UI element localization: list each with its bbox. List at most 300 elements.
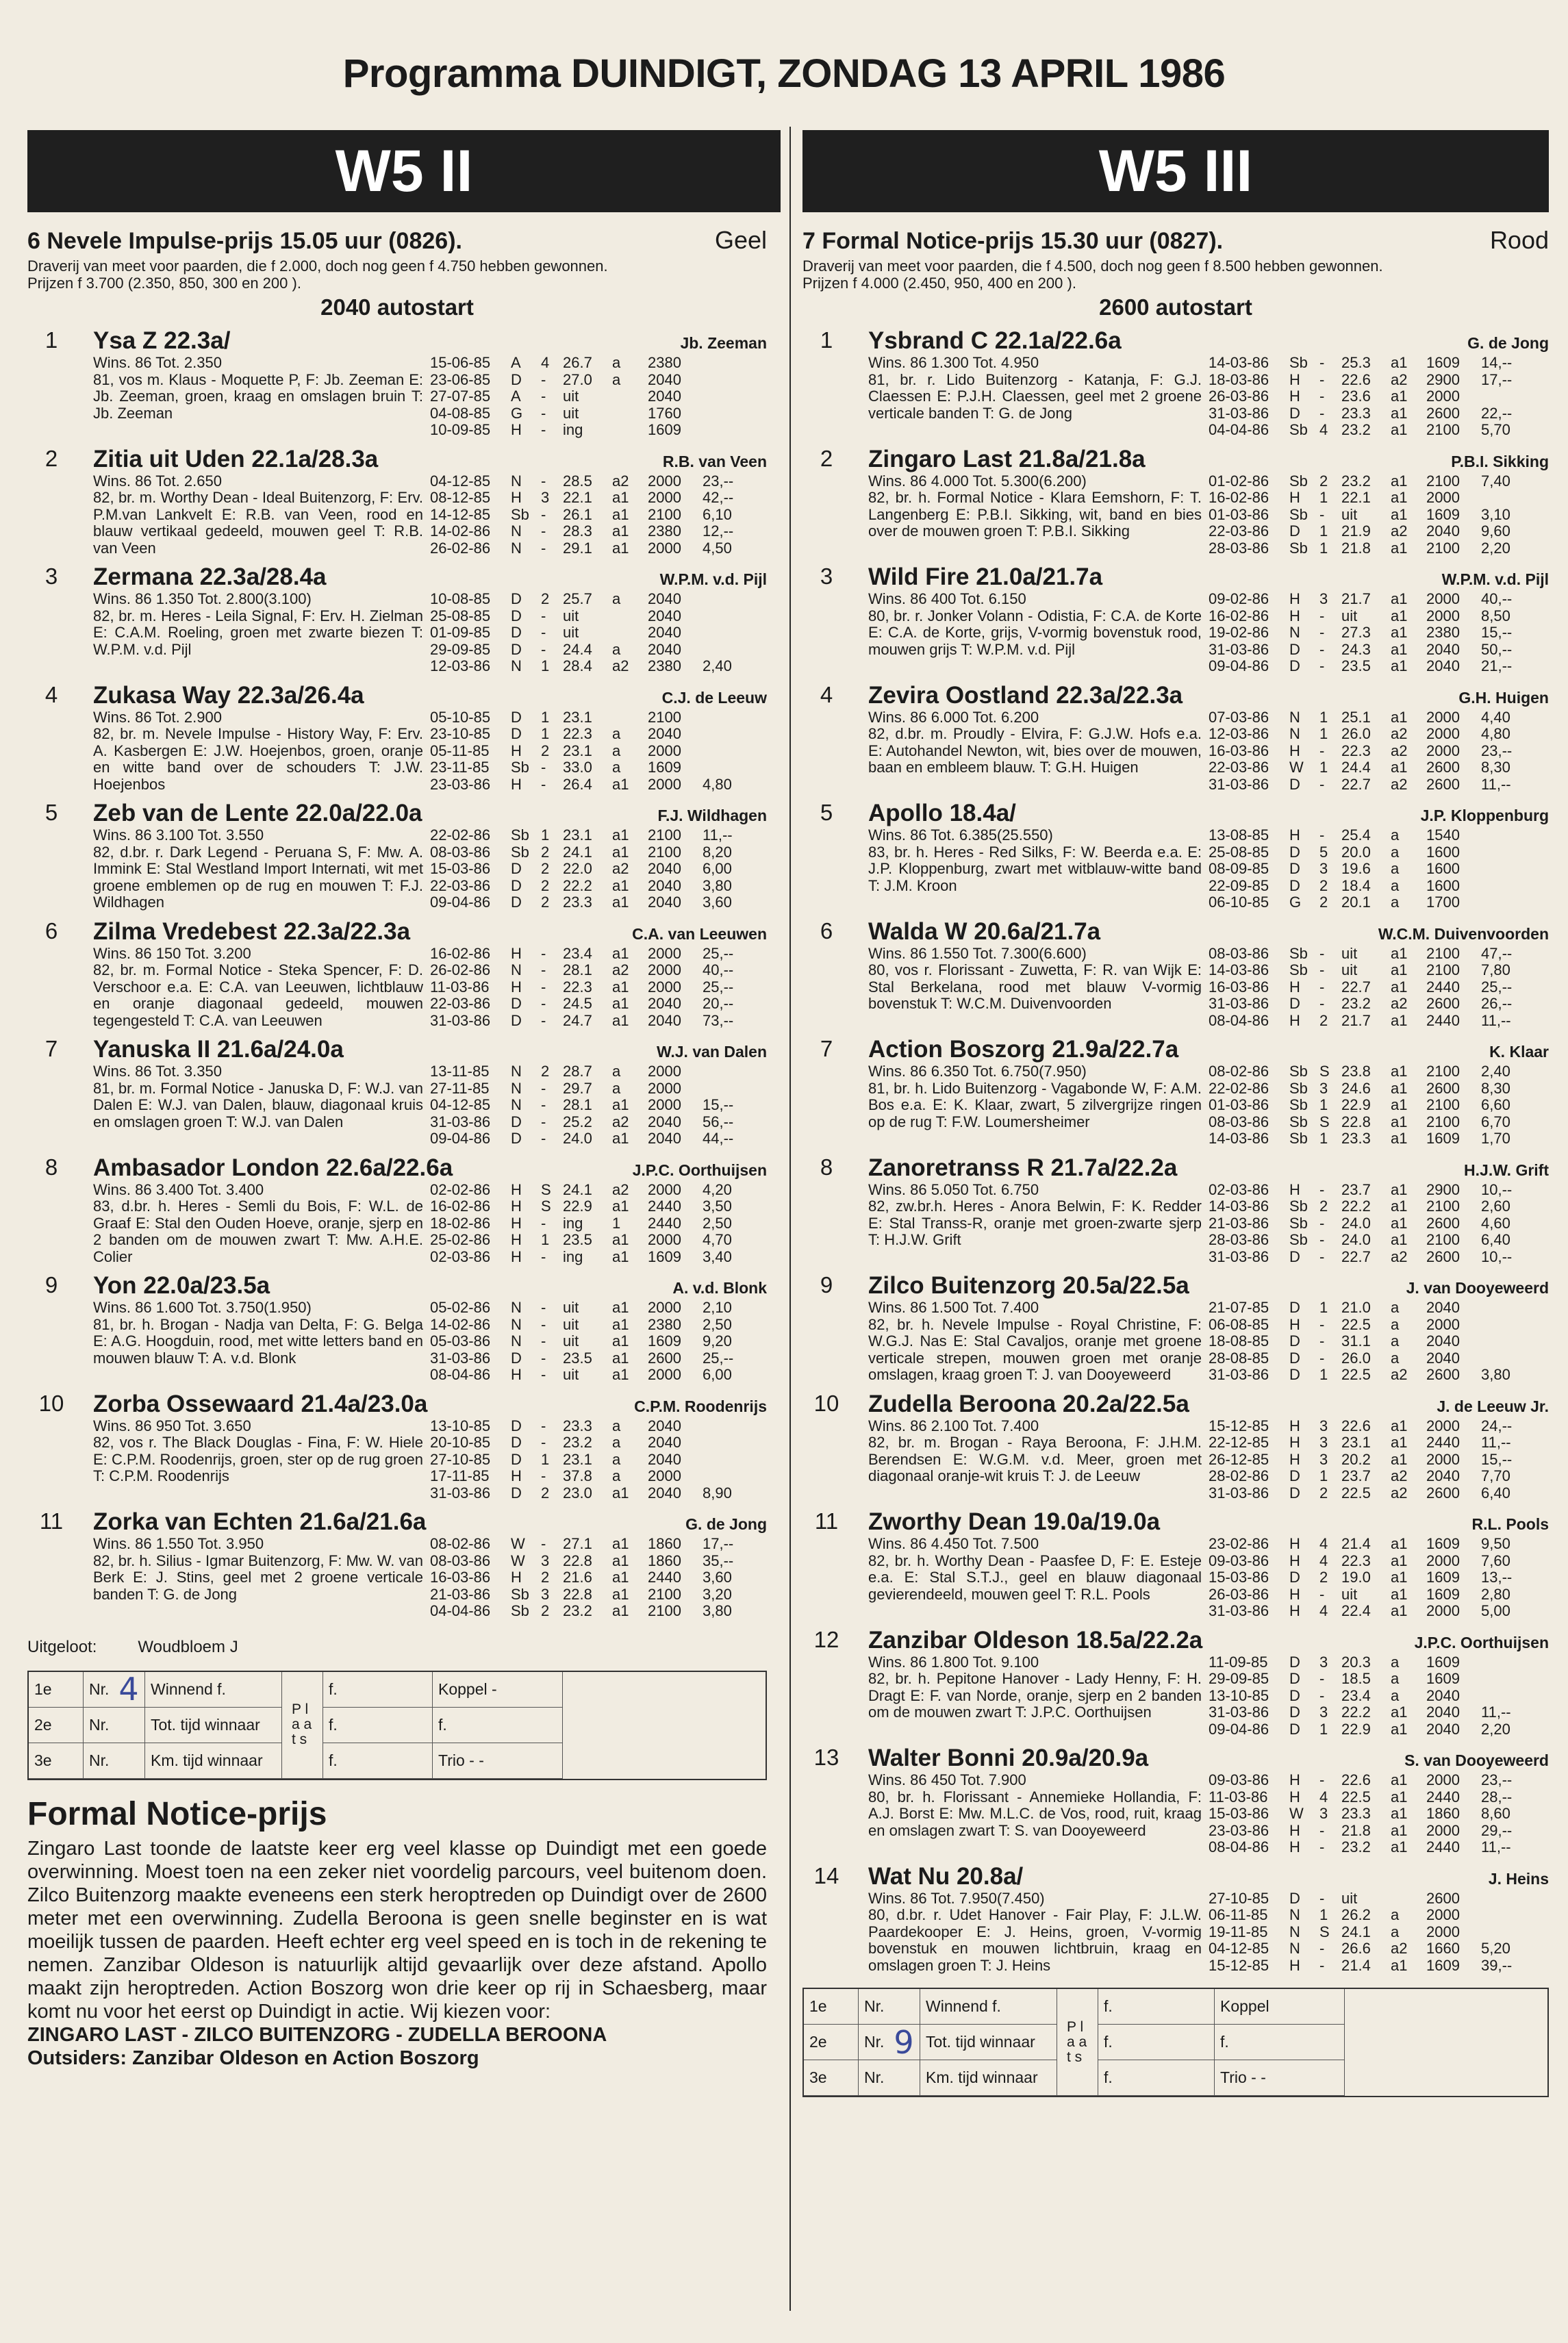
horse-description: Wins. 86 6.000 Tot. 6.200 82, d.br. m. Proudly - Elvira, F: G.J.W. Hofs e.a. E: Autohandel Newton, wit, bies over de mouwen, baan en embleem blauw. T: G.H. Huigen [868,708,1202,776]
entry-body [868,591,1549,675]
race-prizes: Prijzen f 3.700 (2.350, 850, 300 en 200 ). [27,275,301,292]
race-entry [27,682,767,794]
result-row: 29-09-85 D - 18.5 a 1609 [1209,1670,1460,1687]
nr-label: Nr. [84,1743,145,1779]
horse-description: Wins. 86 400 Tot. 6.150 80, br. r. Jonker Volann - Odistia, F: C.A. de Korte E: C.A. de Korte, grijs, V-vormig bovenstuk rood, mouwen grijs T: W.P.M. v.d. Pijl [868,590,1202,658]
entry-header [93,446,767,473]
result-row: 26-02-86 N - 28.1 a2 2000 40,-- [430,961,734,978]
result-row: 31-03-86 D - 23.2 a2 2600 26,-- [1209,995,1513,1012]
entry-number: 7 [820,1036,833,1061]
race-entry [27,1508,767,1620]
entry-header [93,1391,767,1418]
result-row: 04-12-85 N - 28.1 a1 2000 15,-- [430,1096,734,1113]
result-row: 23-11-85 Sb - 33.0 a 1609 [430,759,681,776]
entry-number: 14 [813,1862,839,1888]
horse-description: Wins. 86 450 Tot. 7.900 80, br. h. Florissant - Annemieke Hollandia, F: A.J. Borst E: Mw. M.L.C. de Vos, rood, ruit, kraag en omslagen zwart T: S. van Dooyeweerd [868,1771,1202,1839]
race-entry [802,1391,1549,1502]
result-row: 09-04-86 D 2 23.3 a1 2040 3,60 [430,894,732,911]
entry-body [868,827,1549,911]
winnend-label: Winnend f. [920,1989,1057,2025]
entry-header [93,1508,767,1536]
results-list [430,1300,767,1384]
result-row: 20-10-85 D - 23.2 a 2040 [430,1434,681,1451]
result-row: 22-03-86 W 1 24.4 a1 2600 8,30 [1209,759,1510,776]
trainer-name: J.P. Kloppenburg [1420,807,1549,824]
entry-body [93,709,767,794]
entry-body [93,355,767,439]
trainer-name: S. van Dooyeweerd [1404,1751,1549,1769]
race-color: Geel [714,226,767,254]
horse-description: Wins. 86 5.050 Tot. 6.750 82, zw.br.h. Heres - Anora Belwin, F: K. Redder E: Stal Transs-R, oranje met groen-zwarte sjerp T: H.J.W. Grift [868,1180,1202,1248]
results-list [430,827,767,911]
result-row: 09-03-86 H 4 22.3 a1 2000 7,60 [1209,1552,1510,1569]
entry-list-left [27,327,767,1620]
banner-right: W5 III [802,130,1549,212]
entry-body [868,1182,1549,1266]
entry-header [93,1154,767,1182]
results-list [430,1536,767,1620]
result-row: 16-03-86 H - 22.3 a2 2000 23,-- [1209,742,1513,759]
result-row: 27-07-85 A - uit 2040 [430,388,681,405]
result-row: 09-02-86 H 3 21.7 a1 2000 40,-- [1209,590,1513,607]
horse-name: Ysbrand C 22.1a/22.6a [868,327,1122,354]
race-entry [27,446,767,557]
result-row: 04-04-86 Sb 2 23.2 a1 2100 3,80 [430,1602,732,1619]
horse-description: Wins. 86 150 Tot. 3.200 82, br. m. Formal Notice - Steka Spencer, F: D. Verschoor e.a. E: C.A. van Leeuwen, lichtblauw en oranje diagonaal gedeeld, mouwen tegengesteld T: C.A. van Leeuwen [93,944,423,1029]
race-entry [27,1391,767,1502]
plaats-label: P l a a t s [1057,1989,1098,2096]
trainer-name: J.P.C. Oorthuijsen [1414,1633,1549,1651]
entry-header [868,563,1549,591]
result-row: 18-02-86 H - ing 1 2440 2,50 [430,1214,732,1232]
result-row: 04-12-85 N - 26.6 a2 1660 5,20 [1209,1940,1510,1957]
result-row: 11-03-86 H 4 22.5 a1 2440 28,-- [1209,1788,1513,1806]
race-entry [802,1508,1549,1620]
horse-name: Zudella Beroona 20.2a/22.5a [868,1390,1189,1417]
place-label: 1e [804,1989,859,2025]
race-entry [27,800,767,911]
horse-name: Zilma Vredebest 22.3a/22.3a [93,917,411,945]
result-row: 28-03-86 Sb 1 21.8 a1 2100 2,20 [1209,539,1510,557]
result-row: 16-02-86 H - uit a1 2000 8,50 [1209,607,1510,624]
result-row: 09-04-86 D - 24.0 a1 2040 44,-- [430,1130,734,1147]
horse-name: Wat Nu 20.8a/ [868,1862,1024,1890]
result-row: 16-03-86 H 2 21.6 a1 2440 3,60 [430,1569,732,1586]
trio-label: Trio - - [1215,2060,1345,2096]
race-header [27,226,767,255]
result-row: 23-03-86 H - 26.4 a1 2000 4,80 [430,775,732,793]
race-prizes: Prijzen f 4.000 (2.450, 950, 400 en 200 ). [802,275,1076,292]
entry-body [93,1182,767,1266]
result-row: 29-09-85 D - 24.4 a 2040 [430,640,681,658]
race-entry [27,918,767,1030]
result-row: 31-03-86 D 2 23.0 a1 2040 8,90 [430,1484,732,1502]
race-entry [27,1272,767,1384]
result-row: 08-03-86 Sb S 22.8 a1 2100 6,70 [1209,1113,1510,1130]
commentary-outsiders: Outsiders: Zanzibar Oldeson en Action Boszorg [27,2047,479,2069]
result-row: 15-12-85 H - 21.4 a1 1609 39,-- [1209,1956,1513,1974]
race-entry [802,800,1549,911]
result-row: 22-12-85 H 3 23.1 a1 2440 11,-- [1209,1434,1511,1451]
result-row: 21-03-86 Sb - 24.0 a1 2600 4,60 [1209,1214,1510,1232]
race-entry [802,918,1549,1030]
result-row: 08-09-85 D 3 19.6 a 1600 [1209,860,1460,877]
f-label: f. [323,1743,433,1779]
result-row: 31-03-86 D - 23.5 a1 2600 25,-- [430,1349,734,1367]
result-row: 08-02-86 W - 27.1 a1 1860 17,-- [430,1535,734,1552]
f-label: f. [433,1708,563,1743]
result-row: 15-03-86 W 3 23.3 a1 1860 8,60 [1209,1805,1510,1822]
trainer-name: R.B. van Veen [662,452,767,470]
horse-name: Zermana 22.3a/28.4a [93,563,327,590]
result-row: 25-08-85 D 5 20.0 a 1600 [1209,843,1460,861]
entry-body [868,1536,1549,1620]
horse-name: Ambasador London 22.6a/22.6a [93,1154,453,1181]
results-list [1209,1772,1549,1856]
result-row: 01-09-85 D - uit 2040 [430,624,681,641]
trainer-name: C.A. van Leeuwen [632,924,767,943]
result-row: 08-04-86 H 2 21.7 a1 2440 11,-- [1209,1011,1511,1029]
results-list [1209,1890,1549,1975]
result-row: 02-02-86 H S 24.1 a2 2000 4,20 [430,1180,732,1198]
result-row: 14-03-86 Sb 2 22.2 a1 2100 2,60 [1209,1198,1510,1215]
entry-header [868,682,1549,709]
entry-number: 4 [820,681,833,707]
entry-header [868,1154,1549,1182]
result-row: 10-09-85 H - ing 1609 [430,421,681,438]
f-label: f. [323,1672,433,1708]
race-entry [802,1154,1549,1266]
result-row: 31-03-86 D 1 22.5 a2 2600 3,80 [1209,1366,1510,1383]
entry-number: 10 [813,1390,839,1416]
trainer-name: K. Klaar [1489,1043,1549,1061]
koppel-label: Koppel - [433,1672,563,1708]
result-row: 31-03-86 H 4 22.4 a1 2000 5,00 [1209,1602,1510,1619]
horse-description: Wins. 86 3.400 Tot. 3.400 83, d.br. h. Heres - Semli du Bois, F: W.L. de Graaf E: Stal den Ouden Hoeve, oranje, sjerp en 2 banden om de mouwen zwart T: Mw. A.H.E. Colier [93,1180,423,1265]
result-row: 25-08-85 D - uit 2040 [430,607,681,624]
trainer-name: P.B.I. Sikking [1451,452,1549,470]
result-row: 28-03-86 Sb - 24.0 a1 2100 6,40 [1209,1231,1510,1248]
horse-name: Yon 22.0a/23.5a [93,1272,270,1299]
result-row: 31-03-86 D - 25.2 a2 2040 56,-- [430,1113,734,1130]
place-label: 3e [804,2060,859,2096]
tottijd-label: Tot. tijd winnaar [920,2025,1057,2060]
entry-body [868,1772,1549,1856]
entry-number: 6 [820,917,833,943]
entry-number: 11 [814,1508,839,1534]
entry-body [93,591,767,675]
horse-name: Zorka van Echten 21.6a/21.6a [93,1508,427,1535]
result-row: 23-06-85 D - 27.0 a 2040 [430,370,681,388]
trainer-name: W.P.M. v.d. Pijl [1441,570,1549,588]
horse-name: Zevira Oostland 22.3a/22.3a [868,681,1183,709]
results-list [1209,1418,1549,1502]
result-row: 08-03-86 W 3 22.8 a1 1860 35,-- [430,1552,734,1569]
result-row: 14-12-85 Sb - 26.1 a1 2100 6,10 [430,505,732,523]
result-row: 09-04-86 D - 23.5 a1 2040 21,-- [1209,657,1513,674]
page-title: Programma DUINDIGT, ZONDAG 13 APRIL 1986 [342,51,1226,96]
result-row: 04-12-85 N - 28.5 a2 2000 23,-- [430,472,734,490]
entry-body [868,1654,1549,1738]
result-row: 08-03-86 Sb 2 24.1 a1 2100 8,20 [430,843,732,861]
entry-header [93,1272,767,1300]
horse-description: Wins. 86 Tot. 7.950(7.450) 80, d.br. r. Udet Hanover - Fair Play, F: J.L.W. Paardekooper E: J. Heins, groen, V-vormig bovenstuk en mouwen lichtbruin, kraag en omslagen groen T: J. Heins [868,1889,1202,1974]
result-row: 22-03-86 D 2 22.2 a1 2040 3,80 [430,876,732,894]
horse-name: Zilco Buitenzorg 20.5a/22.5a [868,1272,1189,1299]
entry-body [868,709,1549,794]
entry-body [93,827,767,911]
result-row: 26-03-86 H - uit a1 1609 2,80 [1209,1585,1510,1603]
tottijd-label: Tot. tijd winnaar [145,1708,282,1743]
result-row: 09-04-86 D 1 22.9 a1 2040 2,20 [1209,1720,1510,1738]
place-label: 2e [804,2025,859,2060]
horse-name: Zukasa Way 22.3a/26.4a [93,681,364,709]
f-label: f. [1098,1989,1215,2025]
results-list [1209,355,1549,439]
entry-number: 3 [820,563,833,589]
horse-description: Wins. 86 1.300 Tot. 4.950 81, br. r. Lido Buitenzorg - Katanja, F: G.J. Claessen E: P.J.H. Claessen, geel met 2 groene verticale banden T: G. de Jong [868,354,1202,422]
result-table-right [802,1988,1549,2097]
result-row: 08-12-85 H 3 22.1 a1 2000 42,-- [430,489,734,506]
trainer-name: J. de Leeuw Jr. [1437,1397,1549,1415]
entry-body [93,946,767,1030]
trainer-name: G. de Jong [685,1515,767,1533]
horse-description: Wins. 86 Tot. 2.900 82, br. m. Nevele Impulse - History Way, F: Erv. A. Kasbergen E: J.W. Hoejenbos, groen, oranje en witte band over de schouders T: J.W. Hoejenbos [93,708,423,793]
results-list [1209,1536,1549,1620]
entry-number: 1 [820,327,833,353]
result-table-left [27,1671,767,1780]
results-list [430,1182,767,1266]
race-header [802,226,1549,255]
result-row: 04-04-86 Sb 4 23.2 a1 2100 5,70 [1209,421,1510,438]
place-label: 3e [29,1743,84,1779]
result-row: 31-03-86 D 3 22.2 a1 2040 11,-- [1209,1704,1511,1721]
entry-body [868,1418,1549,1502]
result-row: 18-03-86 H - 22.6 a2 2900 17,-- [1209,370,1513,388]
result-row: 13-11-85 N 2 28.7 a 2000 [430,1063,681,1080]
entry-header [93,563,767,591]
result-row: 08-02-86 Sb S 23.8 a1 2100 2,40 [1209,1063,1510,1080]
handwritten-number: 4 [118,1671,139,1708]
entry-body [93,1418,767,1502]
entry-header [868,327,1549,355]
entry-header [868,1391,1549,1418]
result-row: 25-02-86 H 1 23.5 a1 2000 4,70 [430,1231,732,1248]
race-entry [802,1627,1549,1738]
result-row: 23-03-86 H - 21.8 a1 2000 29,-- [1209,1821,1513,1839]
result-row: 15-03-86 D 2 19.0 a1 1609 13,-- [1209,1569,1513,1586]
results-list [1209,473,1549,557]
results-list [1209,1063,1549,1148]
result-row: 04-08-85 G - uit 1760 [430,404,681,422]
result-row: 31-03-86 D - 23.3 a1 2600 22,-- [1209,404,1513,422]
results-list [1209,1182,1549,1266]
entry-number: 9 [820,1272,833,1297]
race-entry [802,1272,1549,1384]
result-row: 01-03-86 Sb - uit a1 1609 3,10 [1209,505,1510,523]
result-row: 14-03-86 Sb - uit a1 2100 7,80 [1209,961,1510,978]
result-row: 31-03-86 D - 24.7 a1 2040 73,-- [430,1011,734,1029]
results-list [430,709,767,794]
race-entry [802,682,1549,794]
race-entry [27,1036,767,1148]
result-row: 12-03-86 N 1 26.0 a2 2000 4,80 [1209,725,1510,742]
trainer-name: J. van Dooyeweerd [1406,1279,1549,1297]
handwritten-number: 9 [894,2023,914,2061]
result-row: 26-03-86 H - 23.6 a1 2000 [1209,388,1460,405]
result-row: 12-03-86 N 1 28.4 a2 2380 2,40 [430,657,732,674]
race-title: 7 Formal Notice-prijs 15.30 uur (0827). [802,228,1224,254]
result-row: 06-11-85 N 1 26.2 a 2000 [1209,1906,1460,1923]
horse-description: Wins. 86 4.000 Tot. 5.300(6.200) 82, br. h. Formal Notice - Klara Eemshorn, F: T. Langenberg E: P.B.I. Sikking, wit, band en bies over de mouwen groen T: P.B.I. Sikking [868,472,1202,540]
entry-number: 9 [45,1272,58,1297]
result-row: 26-12-85 H 3 20.2 a1 2000 15,-- [1209,1450,1513,1468]
horse-name: Zitia uit Uden 22.1a/28.3a [93,445,379,472]
race-start: 2600 autostart [1099,294,1252,320]
entry-number: 2 [45,445,58,471]
uitgeloot [27,1638,767,1657]
horse-description: Wins. 86 1.350 Tot. 2.800(3.100) 82, br. m. Heres - Leila Signal, F: Erv. H. Zielman E: C.A.M. Roeling, groen met zwarte biezen T: W.P.M. v.d. Pijl [93,590,423,658]
trainer-name: F.J. Wildhagen [657,807,767,824]
trainer-name: J. Heins [1488,1869,1549,1888]
trainer-name: J.P.C. Oorthuijsen [632,1161,767,1179]
entry-body [868,1063,1549,1148]
horse-name: Zingaro Last 21.8a/21.8a [868,445,1146,472]
result-row: 16-02-86 H S 22.9 a1 2440 3,50 [430,1198,732,1215]
results-list [430,355,767,439]
result-row: 11-09-85 D 3 20.3 a 1609 [1209,1653,1460,1671]
results-list [1209,1654,1549,1738]
entry-header [868,446,1549,473]
result-row: 02-03-86 H - 23.7 a1 2900 10,-- [1209,1180,1513,1198]
race-conditions: Draverij van meet voor paarden, die f 4.500, doch nog geen f 8.500 hebben gewonnen. [802,257,1383,275]
result-row: 19-02-86 N - 27.3 a1 2380 15,-- [1209,624,1513,641]
race-color: Rood [1489,226,1549,254]
entry-number: 5 [820,800,833,825]
results-list [1209,946,1549,1030]
koppel-label: Koppel [1215,1989,1345,2025]
race-entry [802,1863,1549,1975]
horse-description: Wins. 86 1.550 Tot. 7.300(6.600) 80, vos r. Florissant - Zuwetta, F: R. van Wijk E: Stal Berkelana, rood met blauw V-vormig bovenstuk T: W.C.M. Duivenvoorden [868,944,1202,1012]
nr-label: Nr. [859,2060,920,2096]
commentary-pick: ZINGARO LAST - ZILCO BUITENZORG - ZUDELLA BEROONA [27,2023,607,2046]
plaats-label: P l a a t s [282,1672,323,1779]
result-row: 27-11-85 N - 29.7 a 2000 [430,1079,681,1097]
result-row: 19-11-85 N S 24.1 a 2000 [1209,1923,1460,1940]
horse-description: Wins. 86 Tot. 6.385(25.550) 83, br. h. Heres - Red Silks, F: W. Beerda e.a. E: J.P. Kloppenburg, zwart met witblauw-witte band T: J.M. Kroon [868,826,1202,894]
entry-header [868,1508,1549,1536]
entry-header [868,1863,1549,1890]
horse-description: Wins. 86 Tot. 2.350 81, vos m. Klaus - Moquette P, F: Jb. Zeeman E: Jb. Zeeman, groen, kraag en omslagen bruin T: Jb. Zeeman [93,354,423,422]
result-row: 08-03-86 Sb - uit a1 2100 47,-- [1209,944,1513,962]
uitgeloot-value: Woudbloem J [138,1637,238,1656]
results-list [1209,709,1549,794]
result-row: 22-02-86 Sb 1 23.1 a1 2100 11,-- [430,826,733,844]
horse-name: Wild Fire 21.0a/21.7a [868,563,1103,590]
results-list [1209,591,1549,675]
trainer-name: W.J. van Dalen [656,1043,767,1061]
entry-body [93,1300,767,1384]
winnend-label: Winnend f. [145,1672,282,1708]
result-row: 15-06-85 A 4 26.7 a 2380 [430,354,681,371]
horse-description: Wins. 86 4.450 Tot. 7.500 82, br. h. Worthy Dean - Paasfee D, F: E. Esteje e.a. E: Stal S.T.J., geel en blauw diagonaal gevierendeeld, mouwen geel T: R.L. Pools [868,1535,1202,1603]
results-list [1209,827,1549,911]
result-row: 01-03-86 Sb 1 22.9 a1 2100 6,60 [1209,1096,1510,1113]
entry-header [93,918,767,946]
result-row: 21-07-85 D 1 21.0 a 2040 [1209,1299,1460,1316]
result-row: 14-02-86 N - uit a1 2380 2,50 [430,1315,732,1333]
horse-description: Wins. 86 2.100 Tot. 7.400 82, br. m. Brogan - Raya Beroona, F: J.H.M. Berendsen E: W.G.M. v.d. Meer, groen met diagonaal oranje-wit kruis T: J. de Leeuw [868,1417,1202,1484]
entry-body [868,1300,1549,1384]
result-row: 01-02-86 Sb 2 23.2 a1 2100 7,40 [1209,472,1510,490]
result-row: 06-08-85 H - 22.5 a 2000 [1209,1315,1460,1333]
entry-header [868,1745,1549,1772]
horse-description: Wins. 86 1.500 Tot. 7.400 82, br. h. Nevele Impulse - Royal Christine, F: W.G.J. Nas E: Stal Cavaljos, oranje met groene verticale strepen, mouwen groen met oranje omslagen, kraag groen T: J. van Dooyeweerd [868,1299,1202,1383]
uitgeloot-label: Uitgeloot: [27,1637,97,1656]
nr-cell: Nr. 9 [859,2025,920,2060]
entry-number: 2 [820,445,833,471]
result-row: 11-03-86 H - 22.3 a1 2000 25,-- [430,978,734,996]
banner-left: W5 II [27,130,781,212]
result-row: 16-03-86 H - 22.7 a1 2440 25,-- [1209,978,1513,996]
result-row: 14-02-86 N - 28.3 a1 2380 12,-- [430,522,734,540]
results-list [430,1063,767,1148]
result-row: 22-03-86 D - 24.5 a1 2040 20,-- [430,995,734,1012]
entry-number: 7 [45,1036,58,1061]
commentary-title: Formal Notice-prijs [27,1795,327,1832]
result-row: 27-10-85 D - uit 2600 [1209,1889,1460,1907]
race-entry [27,563,767,675]
trainer-name: C.J. de Leeuw [661,688,767,707]
race-entry [27,1154,767,1266]
results-list [430,473,767,557]
horse-name: Zeb van de Lente 22.0a/22.0a [93,800,422,826]
result-row: 18-08-85 D - 31.1 a 2040 [1209,1332,1460,1350]
result-row: 22-03-86 D 1 21.9 a2 2040 9,60 [1209,522,1510,540]
entry-number: 12 [813,1626,839,1652]
race-entry [802,1036,1549,1148]
horse-description: Wins. 86 3.100 Tot. 3.550 82, d.br. r. Dark Legend - Peruana S, F: Mw. A. Immink E: Stal Westland Import Internati, wit met groene emblemen op de rug en mouwen T: F.J. Wildhagen [93,826,423,911]
trainer-name: W.P.M. v.d. Pijl [659,570,767,588]
result-row: 28-02-86 D 1 23.7 a2 2040 7,70 [1209,1467,1510,1484]
result-row: 06-10-85 G 2 20.1 a 1700 [1209,894,1460,911]
entry-body [868,946,1549,1030]
trainer-name: A. v.d. Blonk [672,1279,767,1297]
result-row: 14-03-86 Sb 1 23.3 a1 1609 1,70 [1209,1130,1510,1147]
horse-name: Zworthy Dean 19.0a/19.0a [868,1508,1161,1535]
result-row: 26-02-86 N - 29.1 a1 2000 4,50 [430,539,732,557]
result-row: 15-12-85 H 3 22.6 a1 2000 24,-- [1209,1417,1513,1434]
result-row: 13-10-85 D - 23.4 a 2040 [1209,1686,1460,1704]
horse-name: Zorba Ossewaard 21.4a/23.0a [93,1390,428,1417]
result-row: 16-02-86 H 1 22.1 a1 2000 [1209,489,1460,506]
trainer-name: W.C.M. Duivenvoorden [1378,924,1549,943]
horse-description: Wins. 86 1.550 Tot. 3.950 82, br. h. Silius - Igmar Buitenzorg, F: Mw. W. van Berk E: J. Stins, geel met 2 groene verticale banden T: G. de Jong [93,1535,423,1603]
result-row: 23-02-86 H 4 21.4 a1 1609 9,50 [1209,1535,1510,1552]
result-row: 02-03-86 H - ing a1 1609 3,40 [430,1248,732,1265]
trainer-name: G.H. Huigen [1458,688,1549,707]
result-row: 09-03-86 H - 22.6 a1 2000 23,-- [1209,1771,1513,1788]
entry-number: 13 [813,1745,839,1770]
race-entry [802,446,1549,557]
result-row: 13-10-85 D - 23.3 a 2040 [430,1417,681,1434]
entry-list-right [802,327,1549,1974]
result-row: 28-08-85 D - 26.0 a 2040 [1209,1349,1460,1367]
f-label: f. [323,1708,433,1743]
entry-number: 11 [39,1508,64,1534]
results-list [430,1418,767,1502]
entry-header [868,1272,1549,1300]
